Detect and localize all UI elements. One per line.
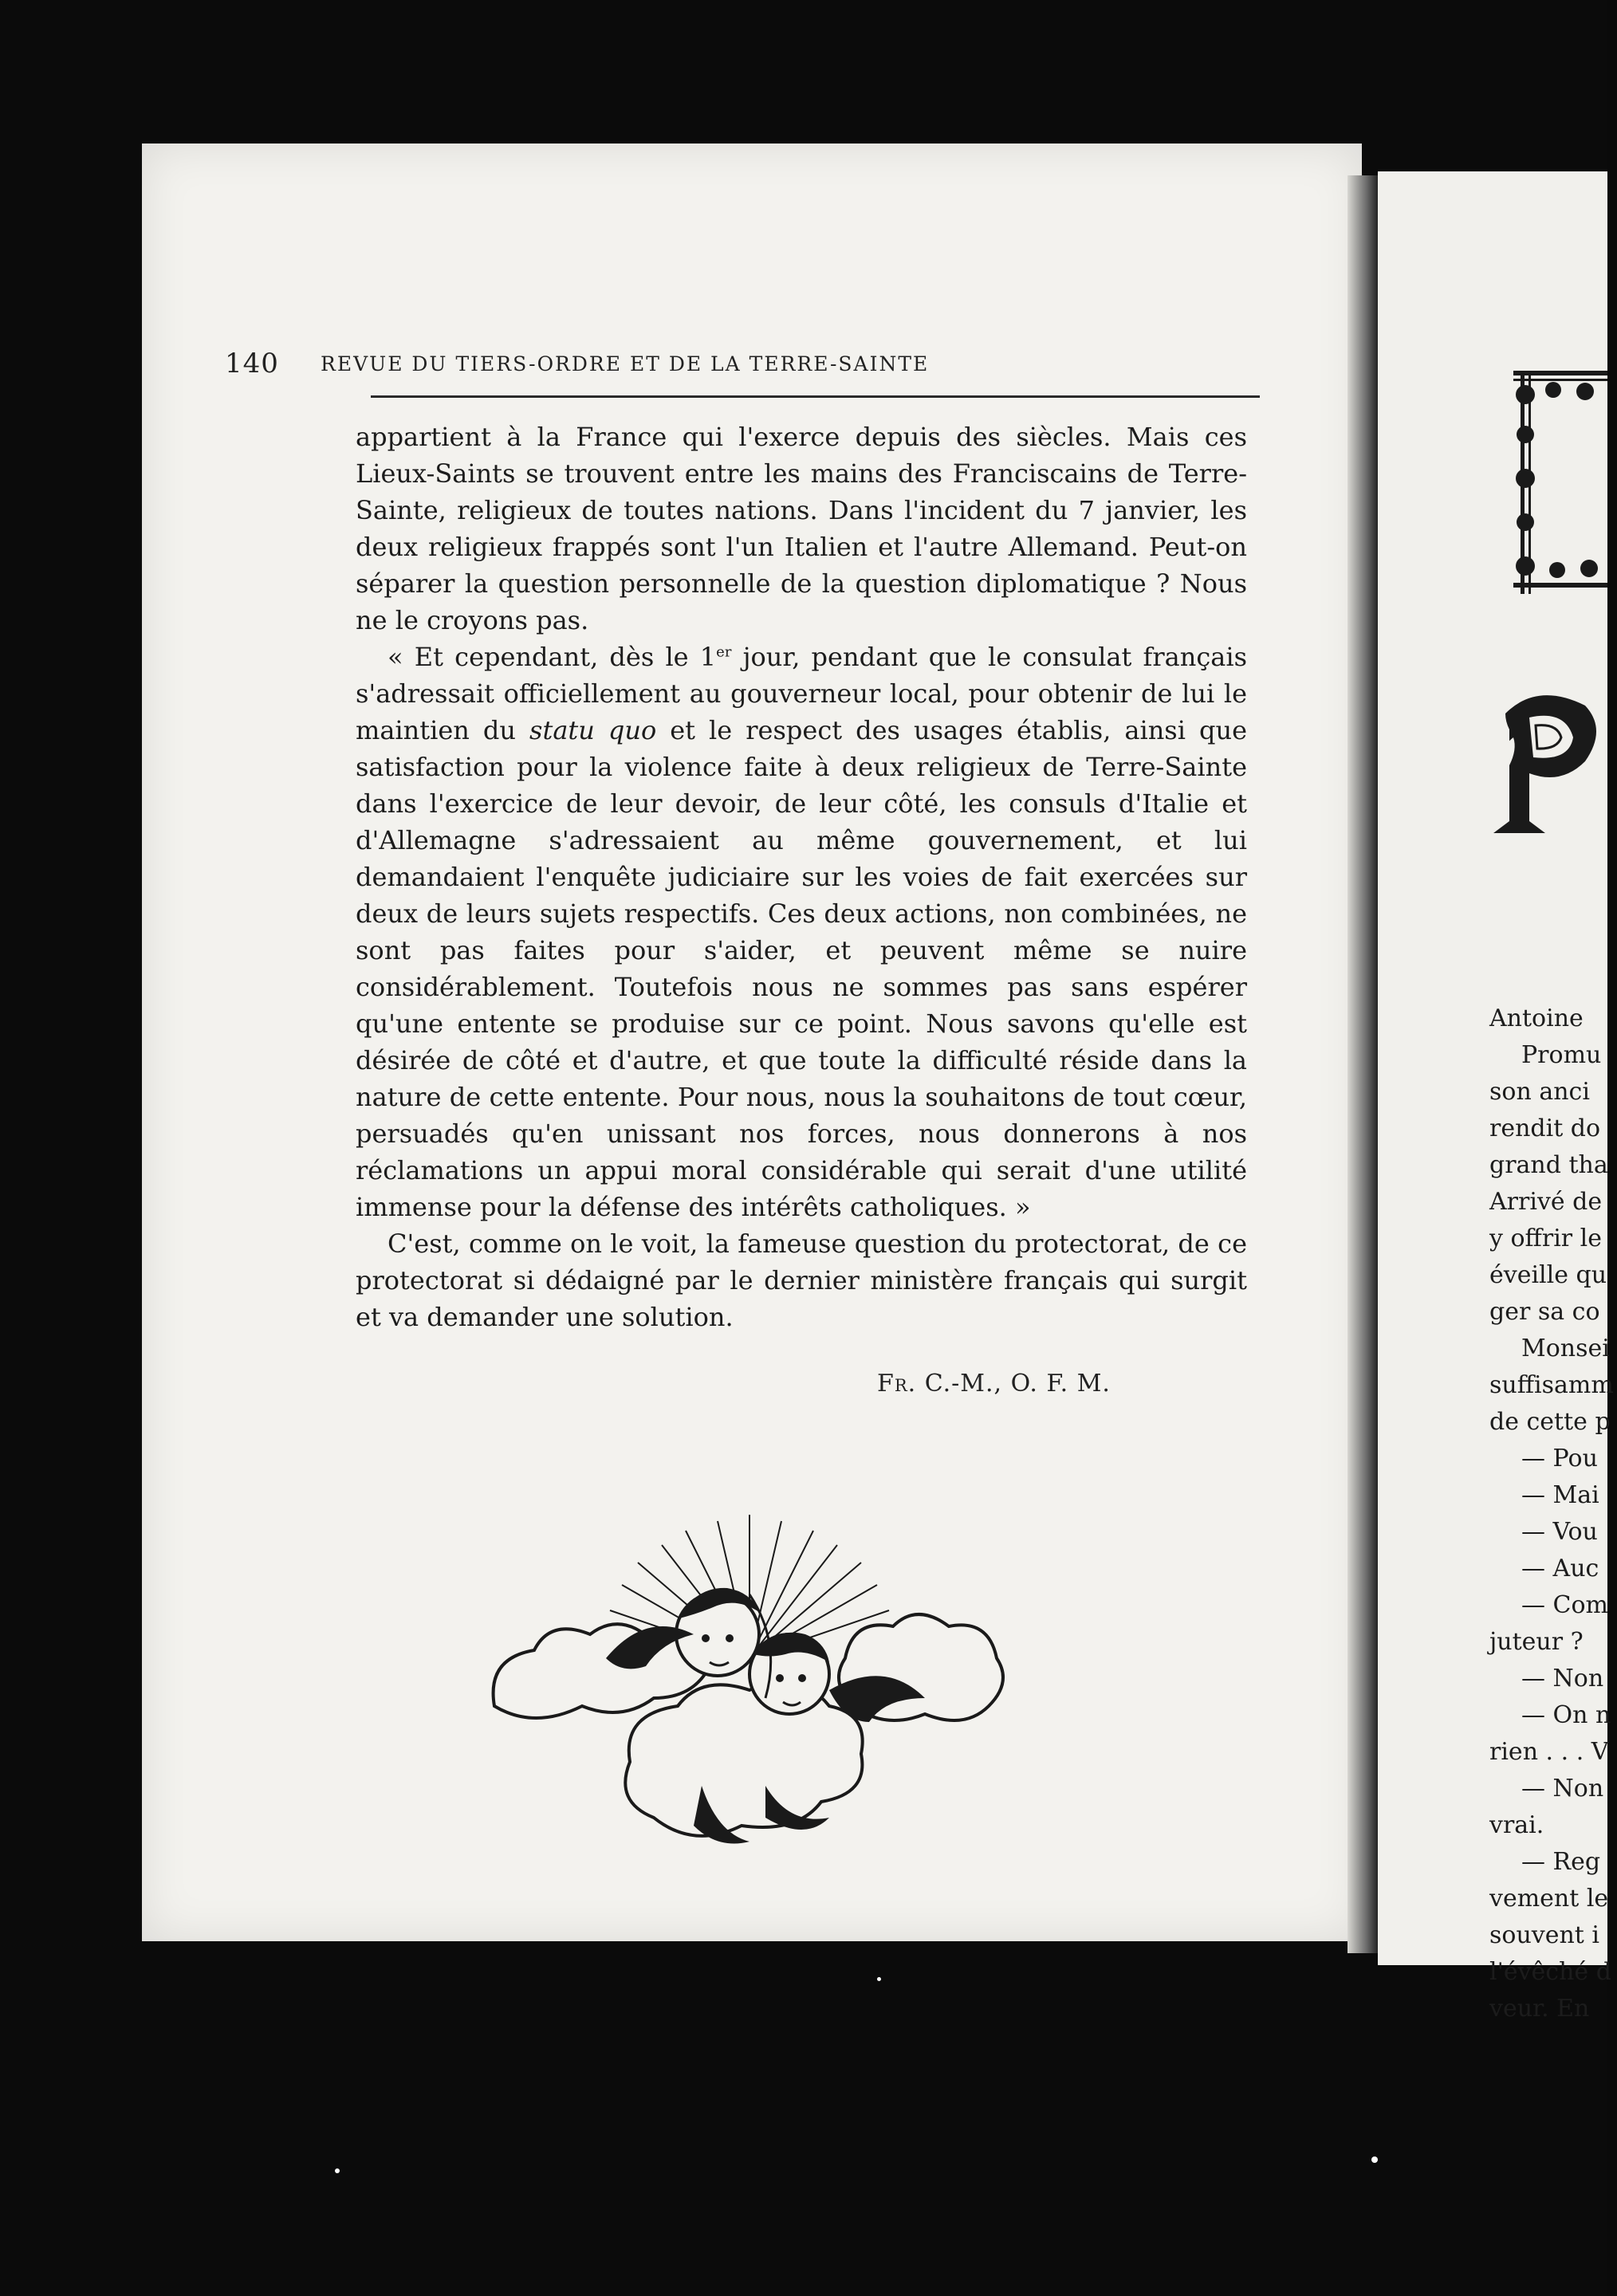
rp-line: rendit do — [1489, 1115, 1601, 1142]
dust-speck — [1371, 2156, 1378, 2163]
rp-line: veur. En — [1489, 1995, 1590, 2023]
right-page-text-fragments — [1489, 1001, 1617, 2027]
paragraph-2-middle: jour, pendant que le consulat français s'adressait officiellement au gouverneur local, pour obtenir de lui le maintien du — [356, 642, 1248, 745]
paragraph-3: C'est, comme on le voit, la fameuse question du protectorat, de ce protectorat si dédaigné par le dernier ministère français qui surgit et va demander une solution. — [356, 1229, 1247, 1332]
rp-line: souvent i — [1489, 1921, 1599, 1949]
page-header — [225, 348, 1261, 395]
dust-speck — [335, 2168, 340, 2173]
rp-line: Monsei — [1521, 1335, 1610, 1362]
rp-line: — Vou — [1521, 1518, 1598, 1546]
rp-line: ger sa co — [1489, 1298, 1600, 1326]
rp-line: juteur ? — [1489, 1628, 1584, 1656]
rp-line: — Com — [1521, 1591, 1608, 1619]
rp-line: — Auc — [1521, 1555, 1599, 1582]
ordinal-suffix: er — [716, 643, 732, 661]
rp-line: — On n — [1521, 1701, 1611, 1729]
paragraph-2 — [356, 639, 1247, 1225]
rp-line: vement le — [1489, 1885, 1609, 1913]
rp-line: rien . . . V — [1489, 1738, 1609, 1766]
rp-line: Antoine — [1489, 1005, 1584, 1032]
rp-line: vrai. — [1489, 1811, 1544, 1839]
rp-line: Arrivé de — [1489, 1188, 1603, 1216]
book-gutter — [1348, 175, 1379, 1953]
rp-line: grand tha — [1489, 1151, 1608, 1179]
paragraph-2-start: « Et cependant, dès le 1 — [388, 642, 717, 672]
rp-line: l'évêché d — [1489, 1958, 1611, 1986]
rp-line: — Non — [1521, 1665, 1604, 1693]
article-body — [356, 419, 1247, 1335]
running-head: REVUE DU TIERS-ORDRE ET DE LA TERRE-SAINTE — [321, 352, 930, 375]
rp-line: son anci — [1489, 1078, 1590, 1106]
vine-border-ornament — [1509, 371, 1607, 594]
rp-line: — Reg — [1521, 1848, 1601, 1876]
rp-line: éveille qu — [1489, 1261, 1607, 1289]
cherub-cloud-vignette — [447, 1499, 1052, 1881]
decorated-initial-letter — [1489, 682, 1607, 841]
rp-line: — Non — [1521, 1775, 1604, 1803]
page-number: 140 — [225, 348, 279, 379]
rp-line: suffisamm — [1489, 1371, 1614, 1399]
header-rule — [371, 395, 1260, 398]
rp-line: Promu — [1521, 1041, 1602, 1069]
rp-line: de cette p — [1489, 1408, 1611, 1436]
paragraph-1: appartient à la France qui l'exerce depuis des siècles. Mais ces Lieux-Saints se trouvent entre les mains des Franciscains de Terre-Sainte, religieux de toutes nations. Dans l'incident du 7 janvier, les deux religieux frappés sont l'un Italien et l'autre Allemand. Peut-on séparer la question personnelle de la question diplomatique ? Nous ne le croyons pas. — [356, 422, 1247, 635]
dust-speck — [877, 1977, 881, 1981]
paragraph-2-end: et le respect des usages établis, ainsi que satisfaction pour la violence faite à deux religieux de Terre-Sainte dans l'exercice de leur devoir, de leur côté, les consuls d'Italie et d'Allemagne s'adressaient au même gouvernement, et lui demandaient l'enquête judiciaire sur les voies de fait exercées sur deux de leurs sujets respectifs. Ces deux actions, non combinées, ne sont pas faites pour s'aider, et peuvent même se nuire considérablement. Toutefois nous ne sommes pas sans espérer qu'une entente se produise sur ce point. Nous savons qu'elle est désirée de côté et d'autre, et que toute la difficulté réside dans la nature de cette entente. Pour nous, nous la souhaitons de tout cœur, persuadés qu'en unissant nos forces, nous donnerons à nos réclamations un appui moral considérable qui serait d'une utilité immense pour la défense des intérêts catholiques. » — [356, 715, 1248, 1222]
rp-line: — Mai — [1521, 1481, 1599, 1509]
rp-line: — Pou — [1521, 1445, 1598, 1472]
signature: Fr. C.-M., O. F. M. — [877, 1370, 1111, 1398]
rp-line: y offrir le — [1489, 1225, 1603, 1252]
latin-phrase: statu quo — [529, 715, 657, 745]
right-page — [1378, 171, 1614, 2023]
